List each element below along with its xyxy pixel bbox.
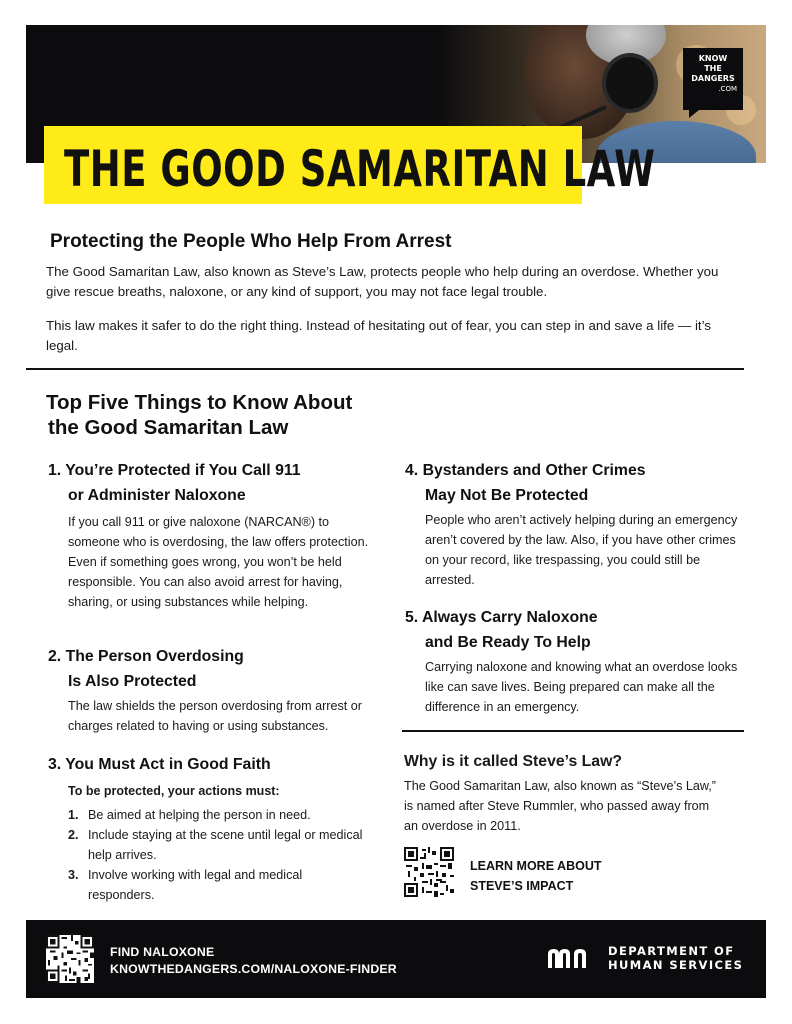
- item-1: [48, 458, 388, 612]
- item-4-body: People who aren’t actively helping during an emergency aren’t covered by the law. Also, if you have other crimes on your record, like trespassing, you could still be arrested.: [425, 513, 738, 587]
- why-heading: Why is it called Steve’s Law?: [404, 753, 623, 770]
- title-banner: [44, 126, 656, 204]
- item-3-title: 3. You Must Act in Good Faith: [48, 756, 271, 773]
- item-3-subheading: To be protected, your actions must:: [68, 784, 280, 798]
- list-item: 3. Involve working with legal and medical responders.: [68, 868, 303, 902]
- item-5-title: 5. Always Carry Naloxone and Be Ready To Help: [405, 609, 598, 651]
- list-item: 1. Be aimed at helping the person in need.: [68, 808, 311, 822]
- intro-heading: Protecting the People Who Help From Arrest: [50, 231, 452, 252]
- why-steves-law: [404, 750, 744, 836]
- item-5: [405, 605, 745, 717]
- item-4: [405, 458, 745, 590]
- list-item: 2. Include staying at the scene until legal or medical help arrives.: [68, 828, 363, 862]
- intro-paragraph-1: The Good Samaritan Law, also known as Steve’s Law, protects people who help during an overdose. Whether you give rescue breaths, naloxone, or any kind of support, you may not face legal trouble.: [46, 264, 719, 299]
- item-2-body: The law shields the person overdosing from arrest or charges related to having or using substances.: [68, 699, 362, 733]
- dhs-logo: DEPARTMENT OF HUMAN SERVICES: [546, 944, 743, 972]
- mn-logo-icon: [546, 946, 600, 970]
- section-title: Top Five Things to Know About the Good Samaritan Law: [46, 391, 353, 439]
- page-title: THE GOOD SAMARITAN LAW: [64, 140, 656, 199]
- item-2-title: 2. The Person Overdosing Is Also Protected: [48, 648, 244, 690]
- qr-code-icon[interactable]: [404, 847, 454, 897]
- item-3-list: [48, 805, 388, 905]
- find-naloxone-link[interactable]: FIND NALOXONE KNOWTHEDANGERS.COM/NALOXONE-FINDER: [110, 945, 397, 976]
- know-the-dangers-logo: KNOW THE DANGERS .COM: [683, 48, 743, 110]
- divider: [26, 368, 744, 370]
- item-5-body: Carrying naloxone and knowing what an overdose looks like can save lives. Being prepared can make all the difference in an emergency.: [425, 660, 738, 714]
- learn-more-link[interactable]: LEARN MORE ABOUT STEVE’S IMPACT: [470, 859, 602, 893]
- item-3: [48, 752, 388, 905]
- item-4-title: 4. Bystanders and Other Crimes May Not Be Protected: [405, 462, 646, 504]
- footer-band: [26, 920, 766, 998]
- item-1-body: If you call 911 or give naloxone (NARCAN®) to someone who is overdosing, the law offers protection. Even if something goes wrong, you won’t be held responsible. You can also avoid arrest for having, sharing, or using substances while helping.: [68, 515, 369, 609]
- intro-paragraph-2: This law makes it safer to do the right thing. Instead of hesitating out of fear, you can step in and save a life — it’s legal.: [46, 318, 711, 353]
- item-2: [48, 644, 388, 736]
- qr-code-icon[interactable]: [46, 935, 94, 983]
- why-body: The Good Samaritan Law, also known as “Steve’s Law,” is named after Steve Rummler, who passed away from an overdose in 2011.: [404, 779, 716, 833]
- item-1-title: 1. You’re Protected if You Call 911 or Administer Naloxone: [48, 462, 301, 504]
- divider: [402, 730, 744, 732]
